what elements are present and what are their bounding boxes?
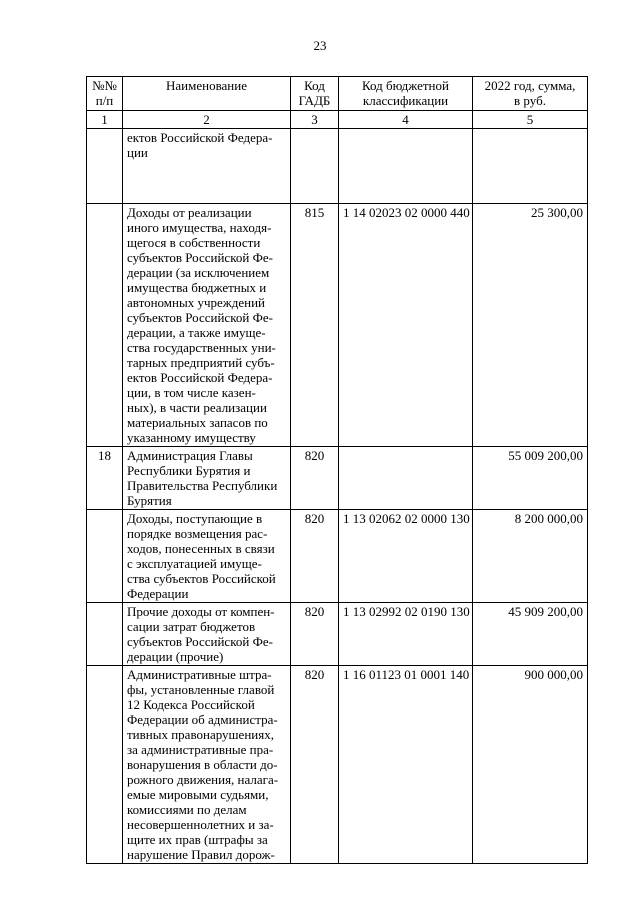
row-gadb-code: 820 — [291, 510, 339, 603]
budget-revenue-table — [86, 76, 588, 864]
row-sum: 45 909 200,00 — [473, 603, 588, 666]
header-sum-2022: 2022 год, сумма, в руб. — [473, 77, 588, 111]
column-index: 4 — [339, 111, 473, 129]
row-number — [87, 204, 123, 447]
row-number — [87, 666, 123, 864]
row-name: Прочие доходы от компен- сации затрат бюджетов субъектов Российской Фе- дерации (прочие) — [123, 603, 291, 666]
table-row — [87, 129, 588, 204]
row-gadb-code: 820 — [291, 447, 339, 510]
column-index-row — [87, 111, 588, 129]
row-number — [87, 510, 123, 603]
row-name: Доходы от реализации иного имущества, находя- щегося в собственности субъектов Российской Фе- дерации (за исключением имущества бюджетных и автономных учреждений субъектов Российской Фе- дерации, а также имуще- ства государственных уни- тарных предприятий субъ- ектов Российской Федера- ции, в том числе казен- ных), в части реализации материальных запасов по указанному имуществу — [123, 204, 291, 447]
row-sum — [473, 129, 588, 204]
row-name: Администрация Главы Республики Бурятия и Правительства Республики Бурятия — [123, 447, 291, 510]
column-index: 3 — [291, 111, 339, 129]
row-sum: 55 009 200,00 — [473, 447, 588, 510]
row-kbk: 1 14 02023 02 0000 440 — [339, 204, 473, 447]
row-gadb-code: 820 — [291, 666, 339, 864]
header-gadb-code: Код ГАДБ — [291, 77, 339, 111]
row-number — [87, 603, 123, 666]
row-gadb-code: 815 — [291, 204, 339, 447]
table-row — [87, 603, 588, 666]
row-number: 18 — [87, 447, 123, 510]
row-sum: 900 000,00 — [473, 666, 588, 864]
table-row — [87, 447, 588, 510]
header-number: №№ п/п — [87, 77, 123, 111]
row-kbk: 1 13 02062 02 0000 130 — [339, 510, 473, 603]
row-name: ектов Российской Федера- ции — [123, 129, 291, 204]
header-name: Наименование — [123, 77, 291, 111]
row-sum: 8 200 000,00 — [473, 510, 588, 603]
header-budget-classification-code: Код бюджетной классификации — [339, 77, 473, 111]
row-name: Доходы, поступающие в порядке возмещения рас- ходов, понесенных в связи с эксплуатацией имуще- ства субъектов Российской Федерации — [123, 510, 291, 603]
row-number — [87, 129, 123, 204]
table-row — [87, 204, 588, 447]
row-name: Административные штра- фы, установленные главой 12 Кодекса Российской Федерации об администра- тивных правонарушениях, за административные пра- вонарушения в области до- рожного движения, налага- емые мировыми судьями, комиссиями по делам несовершеннолетних и за- щите их прав (штрафы за нарушение Правил дорож- — [123, 666, 291, 864]
table-header-row — [87, 77, 588, 111]
row-gadb-code: 820 — [291, 603, 339, 666]
column-index: 2 — [123, 111, 291, 129]
row-kbk — [339, 129, 473, 204]
row-kbk — [339, 447, 473, 510]
table-row — [87, 666, 588, 864]
row-gadb-code — [291, 129, 339, 204]
row-sum: 25 300,00 — [473, 204, 588, 447]
column-index: 5 — [473, 111, 588, 129]
row-kbk: 1 13 02992 02 0190 130 — [339, 603, 473, 666]
row-kbk: 1 16 01123 01 0001 140 — [339, 666, 473, 864]
page-number: 23 — [313, 38, 327, 53]
table-row — [87, 510, 588, 603]
column-index: 1 — [87, 111, 123, 129]
